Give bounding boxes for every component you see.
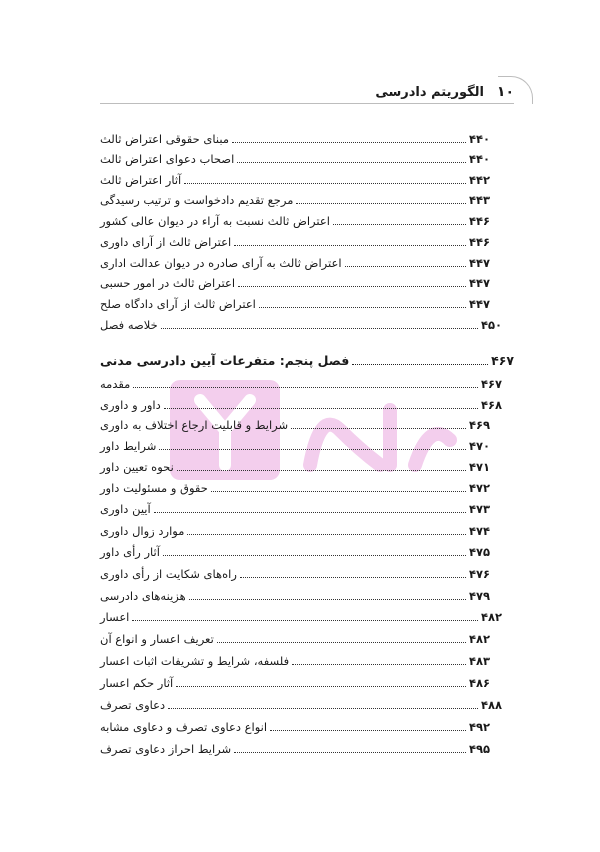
dot-leader (154, 512, 466, 513)
toc-entry-title: اعسار (100, 610, 130, 624)
toc-entry[interactable] (100, 563, 490, 581)
dot-leader (217, 642, 466, 643)
dot-leader (189, 599, 466, 600)
dot-leader (292, 664, 466, 665)
toc-entry-title: آثار حکم اعسار (100, 676, 174, 690)
toc-entry-page: ۴۷۵ (468, 545, 490, 559)
toc-entry[interactable] (100, 293, 490, 311)
toc-entry-page: ۴۷۴ (468, 524, 490, 538)
toc-entry[interactable] (100, 672, 490, 690)
toc-entry-page: ۴۶۹ (468, 418, 490, 432)
dot-leader (164, 408, 478, 409)
toc-entry-page: ۴۴۷ (468, 276, 490, 290)
toc-entry-title: نحوه تعیین داور (100, 460, 174, 474)
toc-entry-title: اعتراض ثالث نسبت به آراء در دیوان عالی کشور (100, 214, 330, 228)
toc-entry-page: ۴۴۳ (468, 193, 490, 207)
toc-entry-title: اعتراض ثالث از آرای دادگاه صلح (100, 297, 256, 311)
toc-entry-page: ۴۴۲ (468, 173, 490, 187)
toc-entry[interactable] (100, 628, 490, 646)
toc-entry[interactable] (100, 169, 490, 187)
toc-entry[interactable] (100, 148, 490, 166)
toc-entry-title: هزینه‌های دادرسی (100, 589, 186, 603)
toc-entry[interactable] (100, 373, 502, 391)
toc-entry-title: مقدمه (100, 377, 131, 391)
toc-entry[interactable] (100, 716, 490, 734)
toc-entry[interactable] (100, 252, 490, 270)
toc-entry-title: آثار رأی داور (100, 545, 160, 559)
toc-entry-page: ۴۸۲ (480, 610, 502, 624)
toc-entry-page: ۴۶۷ (480, 377, 502, 391)
toc-entry-page: ۴۴۰ (468, 152, 490, 166)
toc-entry-page: ۴۶۸ (480, 398, 502, 412)
dot-leader (333, 224, 466, 225)
dot-leader (352, 364, 488, 365)
dot-leader (345, 266, 466, 267)
toc-entry[interactable] (100, 128, 490, 146)
toc-entry[interactable] (100, 435, 490, 453)
dot-leader (176, 686, 466, 687)
toc-entry-page: ۴۸۸ (480, 698, 502, 712)
toc-entry-title: اصحاب دعوای اعتراض ثالث (100, 152, 235, 166)
toc-entry-page: ۴۸۳ (468, 654, 490, 668)
toc-entry[interactable] (100, 272, 490, 290)
dot-leader (163, 555, 466, 556)
toc-entry-page: ۴۴۷ (468, 297, 490, 311)
toc-entry[interactable] (100, 541, 490, 559)
toc-entry-title: شرایط احراز دعاوی تصرف (100, 742, 232, 756)
dot-leader (177, 470, 466, 471)
toc-entry[interactable] (100, 456, 490, 474)
dot-leader (232, 142, 466, 143)
dot-leader (296, 203, 466, 204)
toc-chapter-title: فصل پنجم: متفرعات آیین دادرسی مدنی (100, 353, 350, 368)
toc-entry[interactable] (100, 210, 490, 228)
toc-entry[interactable] (100, 414, 490, 432)
toc-entry[interactable] (100, 694, 502, 712)
toc-entry-page: ۴۴۶ (468, 235, 490, 249)
toc-entry[interactable] (100, 650, 490, 668)
toc-entry-title: اعتراض ثالث به آرای صادره در دیوان عدالت اداری (100, 256, 342, 270)
dot-leader (132, 620, 478, 621)
toc-entry-title: مرجع تقدیم دادخواست و ترتیب رسیدگی (100, 193, 294, 207)
book-title: الگوریتم دادرسی (375, 85, 484, 100)
toc-entry-page: ۴۹۲ (468, 720, 490, 734)
dot-leader (159, 449, 466, 450)
toc-entry-page: ۴۷۶ (468, 567, 490, 581)
toc-entry[interactable] (100, 585, 490, 603)
toc-entry-title: راه‌های شکایت از رأی داوری (100, 567, 237, 581)
toc-entry-title: اعتراض ثالث از آرای داوری (100, 235, 232, 249)
dot-leader (168, 708, 478, 709)
dot-leader (133, 387, 478, 388)
toc-entry-title: موارد زوال داوری (100, 524, 185, 538)
toc-entry-title: شرایط داور (100, 439, 157, 453)
toc-entry-title: مبنای حقوقی اعتراض ثالث (100, 132, 229, 146)
toc-entry[interactable] (100, 314, 502, 332)
toc-entry-page: ۴۴۰ (468, 132, 490, 146)
toc-entry-title: داور و داوری (100, 398, 161, 412)
toc-entry-title: آثار اعتراض ثالث (100, 173, 182, 187)
toc-entry[interactable] (100, 231, 490, 249)
toc-entry-title: فلسفه، شرایط و تشریفات اثبات اعسار (100, 654, 290, 668)
dot-leader (237, 162, 466, 163)
toc-entry[interactable] (100, 394, 502, 412)
toc-entry-page: ۴۴۷ (468, 256, 490, 270)
toc-entry[interactable] (100, 498, 490, 516)
toc-entry-title: انواع دعاوی تصرف و دعاوی مشابه (100, 720, 268, 734)
toc-entry[interactable] (100, 189, 490, 207)
toc-entry-title: آیین داوری (100, 502, 151, 516)
dot-leader (211, 491, 466, 492)
toc-entry-page: ۴۷۳ (468, 502, 490, 516)
dot-leader (184, 183, 466, 184)
toc-chapter-page: ۴۶۷ (491, 353, 514, 368)
toc-entry-title: تعریف اعسار و انواع آن (100, 632, 214, 646)
dot-leader (291, 428, 466, 429)
toc-entry[interactable] (100, 606, 502, 624)
toc-entry-title: اعتراض ثالث در امور حسبی (100, 276, 236, 290)
toc-entry-title: دعاوی تصرف (100, 698, 166, 712)
toc-entry-page: ۴۷۰ (468, 439, 490, 453)
toc-entry-page: ۴۵۰ (480, 318, 502, 332)
page-number: ۱۰ (496, 84, 514, 100)
dot-leader (234, 245, 466, 246)
toc-chapter-entry[interactable] (100, 350, 514, 368)
toc-entry[interactable] (100, 738, 490, 756)
toc-entry-title: شرایط و قابلیت ارجاع اختلاف به داوری (100, 418, 289, 432)
toc-entry-page: ۴۷۹ (468, 589, 490, 603)
toc-entry[interactable] (100, 477, 490, 495)
toc-entry[interactable] (100, 520, 490, 538)
toc-entry-page: ۴۴۶ (468, 214, 490, 228)
dot-leader (187, 534, 466, 535)
toc-entry-page: ۴۸۶ (468, 676, 490, 690)
toc-entry-title: خلاصه فصل (100, 318, 158, 332)
toc-entry-page: ۴۸۲ (468, 632, 490, 646)
dot-leader (238, 286, 466, 287)
dot-leader (259, 307, 466, 308)
dot-leader (240, 577, 466, 578)
toc-entry-page: ۴۷۱ (468, 460, 490, 474)
dot-leader (234, 752, 466, 753)
toc-entry-title: حقوق و مسئولیت داور (100, 481, 208, 495)
toc-entry-page: ۴۷۲ (468, 481, 490, 495)
dot-leader (161, 328, 478, 329)
dot-leader (270, 730, 466, 731)
toc-entry-page: ۴۹۵ (468, 742, 490, 756)
